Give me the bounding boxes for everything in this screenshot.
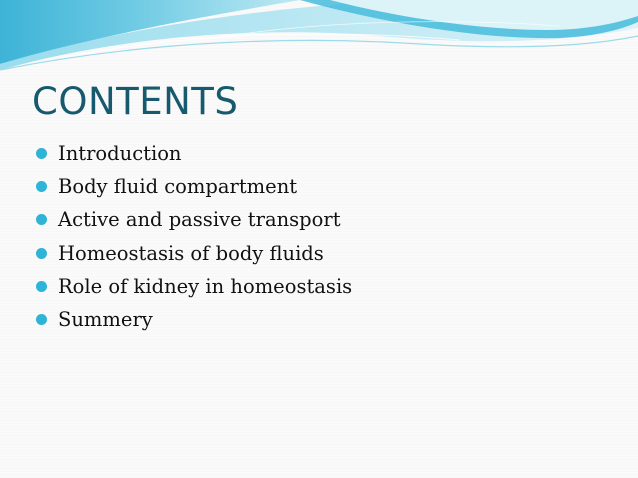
list-item-label: Body fluid compartment [58,175,298,199]
list-item-label: Active and passive transport [58,208,341,232]
list-item-label: Homeostasis of body fluids [58,241,324,265]
bullet-icon [36,248,47,259]
list-item-label: Role of kidney in homeostasis [58,274,353,298]
list-item-label: Summery [58,308,153,332]
list-item [36,137,352,170]
list-item [36,203,352,236]
list-item [36,237,352,270]
list-item-label: Introduction [58,142,182,166]
bullet-icon [36,214,47,225]
slide-title: CONTENTS [32,80,239,123]
bullet-icon [36,281,47,292]
bullet-icon [36,181,47,192]
bullet-icon [36,148,47,159]
list-item [36,303,352,336]
bullet-icon [36,314,47,325]
contents-list [36,137,352,336]
list-item [36,170,352,203]
header-wave-decoration [0,0,638,80]
list-item [36,270,352,303]
